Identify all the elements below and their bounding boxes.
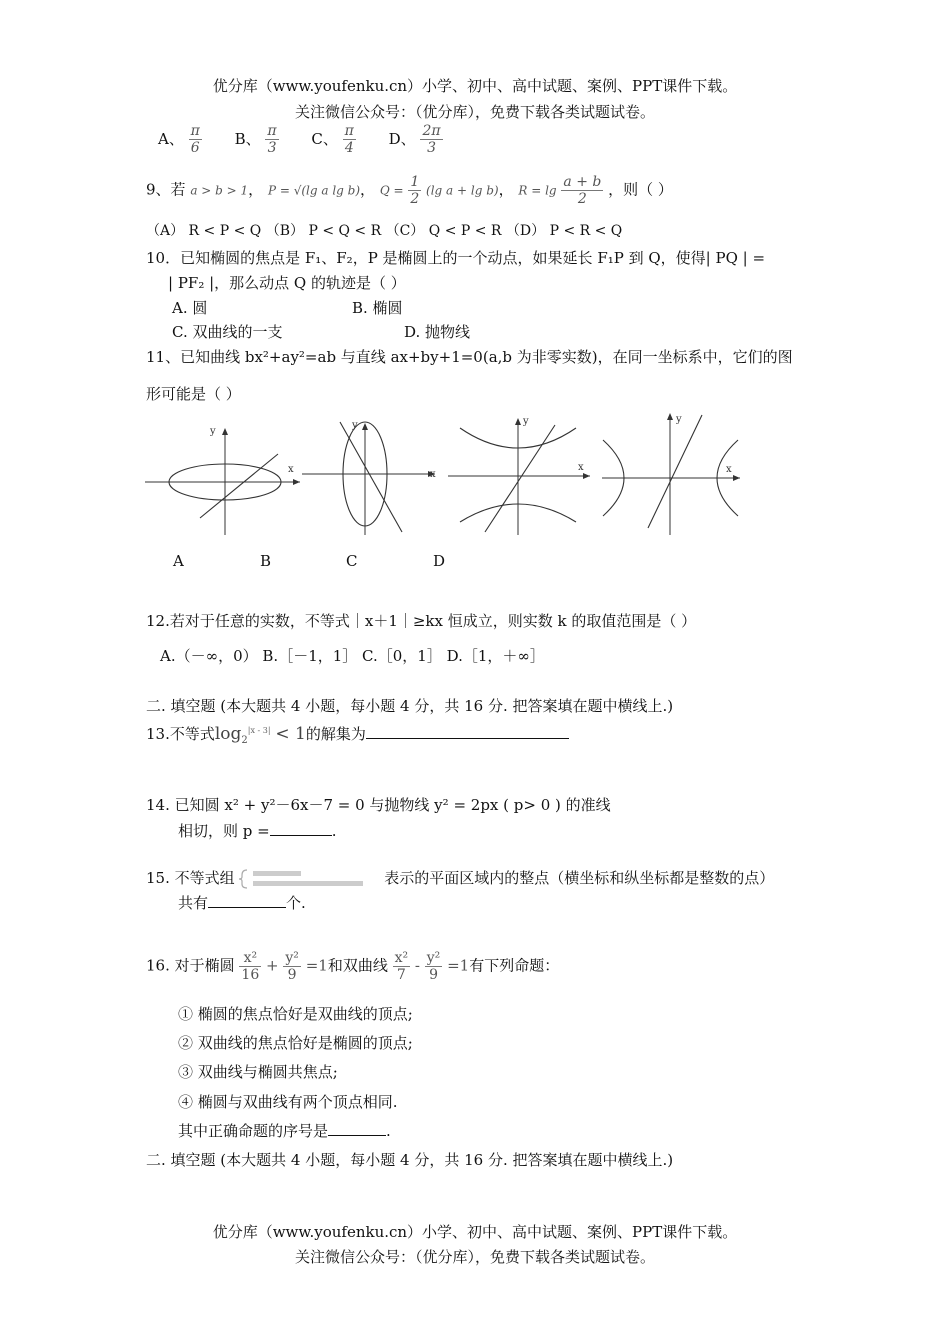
q15-prefix: 15. 不等式组 (146, 869, 235, 887)
x-axis-label: x (288, 464, 294, 475)
q9-r-fraction: $\frac{a + b}{2}$ (563, 174, 602, 207)
y-axis-label: y (523, 416, 529, 427)
q8-opt-b (234, 123, 284, 156)
q8-opt-fraction: $\frac{2\pi}{3}$ (422, 123, 441, 156)
q8-opt-fraction: $\frac{\pi}{4}$ (344, 123, 354, 156)
straight-line (340, 422, 402, 532)
q16-answer-blank[interactable] (328, 1135, 386, 1136)
q11-label-b: B (260, 552, 272, 570)
q16-hyperbola-term-2: $\frac{\text{y²}}{9}$ (426, 950, 441, 983)
q8-options (158, 123, 443, 156)
q14-line-1: 14. 已知圆 x² + y²－6x－7 = 0 与抛物线 y² = 2px ( p> 0 ) 的准线 (146, 796, 611, 814)
y-axis-arrow (667, 413, 673, 420)
x-axis-arrow (293, 479, 300, 485)
q11-line-2: 形可能是（ ） (146, 385, 241, 403)
q16-answer-line (178, 1120, 391, 1141)
header-line-1: 优分库（www.youfenku.cn）小学、初中、高中试题、案例、PPT课件下载。 (212, 77, 738, 95)
q11-graph-b (302, 420, 436, 535)
q9-p-expression: P = √(lg a lg b) (267, 183, 361, 198)
q16-ellipse-term-2: $\frac{\text{y²}}{9}$ (285, 950, 299, 983)
q8-opt-a (158, 123, 207, 156)
q11-graph-a (145, 426, 300, 535)
q16-end: . (386, 1122, 391, 1140)
q10-option-b: B. 椭圆 (352, 299, 403, 317)
q9-options: （A） R < P < Q （B） P < Q < R （C） Q < P < R （D） P < R < Q (146, 223, 623, 239)
q9-condition: a > b > 1 (190, 183, 249, 198)
q16-eq-1: =1 (305, 956, 328, 975)
q13-stem (146, 723, 569, 746)
footer-line-1: 优分库（www.youfenku.cn）小学、初中、高中试题、案例、PPT课件下载。 (212, 1223, 738, 1241)
q13-log: log (214, 724, 242, 744)
q12-stem: 12.若对于任意的实数，不等式｜x＋1｜≥kx 恒成立，则实数 k 的取值范围是（ ） (146, 612, 697, 630)
q13-log-base: 2 (241, 735, 248, 746)
q10-option-c: C. 双曲线的一支 (172, 323, 283, 341)
q11-graph-d (602, 413, 740, 535)
q10-line-2: | PF₂ |，那么动点 Q 的轨迹是（ ） (168, 274, 406, 292)
y-axis-arrow (362, 423, 368, 430)
q16-answer-text: 其中正确命题的序号是 (178, 1122, 329, 1140)
section-2-title-repeat: 二. 填空题 (本大题共 4 小题，每小题 4 分，共 16 分. 把答案填在题中横线上.) (146, 1151, 674, 1169)
q9-r-expression: R = lg (518, 183, 557, 198)
q16-item-2: ② 双曲线的焦点恰好是椭圆的顶点; (178, 1034, 413, 1052)
q16-plus: + (266, 956, 279, 975)
q15-line-2 (178, 892, 306, 913)
q11-label-c: C (346, 552, 358, 570)
y-axis-arrow (222, 428, 228, 435)
q16-item-1: ① 椭圆的焦点恰好是双曲线的顶点; (178, 1005, 413, 1023)
x-axis-arrow (583, 473, 590, 479)
q8-opt-c (311, 123, 360, 156)
x-axis-label: x (430, 469, 436, 480)
q15-line-2-start: 共有 (178, 894, 209, 912)
y-axis-label: y (210, 426, 216, 437)
q9-q-expression: Q = (379, 183, 404, 198)
q8-opt-label: B、 (234, 129, 261, 148)
section-2-title: 二. 填空题 (本大题共 4 小题，每小题 4 分，共 16 分. 把答案填在题中横线上.) (146, 697, 674, 715)
q14-end: . (331, 822, 337, 840)
q9-prefix: 9、若 (146, 180, 186, 199)
q11-graphs (140, 410, 750, 545)
x-axis-label: x (578, 462, 584, 473)
q9-q-fraction: $\frac{1}{2}$ (410, 174, 420, 207)
q16-item-4: ④ 椭圆与双曲线有两个顶点相同. (178, 1093, 398, 1111)
q15-answer-blank[interactable] (208, 907, 286, 908)
q14-line-2-text: 相切，则 p = (178, 822, 270, 840)
q11-label-d: D (433, 552, 446, 570)
q13-answer-blank[interactable] (366, 738, 569, 739)
header-line-2: 关注微信公众号：（优分库），免费下载各类试题试卷。 (294, 103, 655, 121)
q9-stem: 9、若 a > b > 1， P = √(lg a lg b)， Q = $\frac{1}{2}$ (lg a + lg b)， R = lg $\frac{a + b}{2}$ ，则（ ） (146, 174, 673, 207)
y-axis-label: y (352, 420, 358, 431)
y-axis-label: y (676, 414, 682, 425)
q13-prefix: 13.不等式 (146, 725, 215, 743)
q10-option-d: D. 抛物线 (404, 323, 471, 341)
q16-item-3: ③ 双曲线与椭圆共焦点; (178, 1063, 338, 1081)
q13-relation: < 1 (275, 724, 306, 744)
q9-suffix: ，则（ ） (608, 180, 673, 199)
straight-line (648, 415, 702, 528)
q8-opt-label: A、 (158, 129, 184, 148)
q16-mid: 和双曲线 (327, 956, 388, 975)
q15-inequality-system-image (239, 867, 379, 891)
q9-q-expression-tail: (lg a + lg b) (426, 183, 499, 198)
q14-line-2 (178, 820, 337, 841)
q12-options: A.（－∞，0） B.［－1，1］ C.［0，1］ D.［1，＋∞］ (160, 647, 545, 665)
x-axis-label: x (726, 464, 732, 475)
q8-opt-d (388, 123, 443, 156)
q8-opt-label: C、 (311, 129, 338, 148)
q11-graph-c (448, 416, 590, 535)
straight-line (200, 454, 278, 518)
q15-line-1 (146, 867, 774, 891)
q15-suffix: 表示的平面区域内的整点（横坐标和纵坐标都是整数的点） (384, 869, 775, 887)
q16-hyperbola-term-1: $\frac{\text{x²}}{7}$ (394, 950, 409, 983)
q8-opt-fraction: $\frac{\pi}{6}$ (190, 123, 200, 156)
straight-line (485, 425, 555, 532)
q16-stem (146, 950, 559, 983)
q16-minus: - (414, 956, 420, 975)
q16-ellipse-term-1: $\frac{\text{x²}}{16}$ (241, 950, 260, 983)
q16-eq-2: =1 (447, 956, 470, 975)
footer-line-2: 关注微信公众号：（优分库），免费下载各类试题试卷。 (294, 1248, 655, 1266)
q16-suffix: 有下列命题： (469, 956, 560, 975)
q8-opt-fraction: $\frac{\pi}{3}$ (267, 123, 277, 156)
q14-answer-blank[interactable] (270, 835, 332, 836)
q15-line-2-end: 个. (286, 894, 306, 912)
q11-label-a: A (173, 552, 184, 570)
q10-option-a: A. 圆 (172, 299, 208, 317)
q10-line-1: 10．已知椭圆的焦点是 F₁、F₂，P 是椭圆上的一个动点，如果延长 F₁P 到 Q，使得| PQ | = (146, 249, 766, 267)
q11-line-1: 11、已知曲线 bx²+ay²=ab 与直线 ax+by+1=0(a,b 为非零实数)，在同一坐标系中，它们的图 (146, 348, 793, 366)
q16-prefix: 16. 对于椭圆 (146, 956, 235, 975)
q8-opt-label: D、 (388, 129, 416, 148)
q13-suffix: 的解集为 (305, 725, 366, 743)
y-axis-arrow (515, 418, 521, 425)
q13-log-exponent: |x - 3| (247, 726, 271, 735)
x-axis-arrow (733, 475, 740, 481)
